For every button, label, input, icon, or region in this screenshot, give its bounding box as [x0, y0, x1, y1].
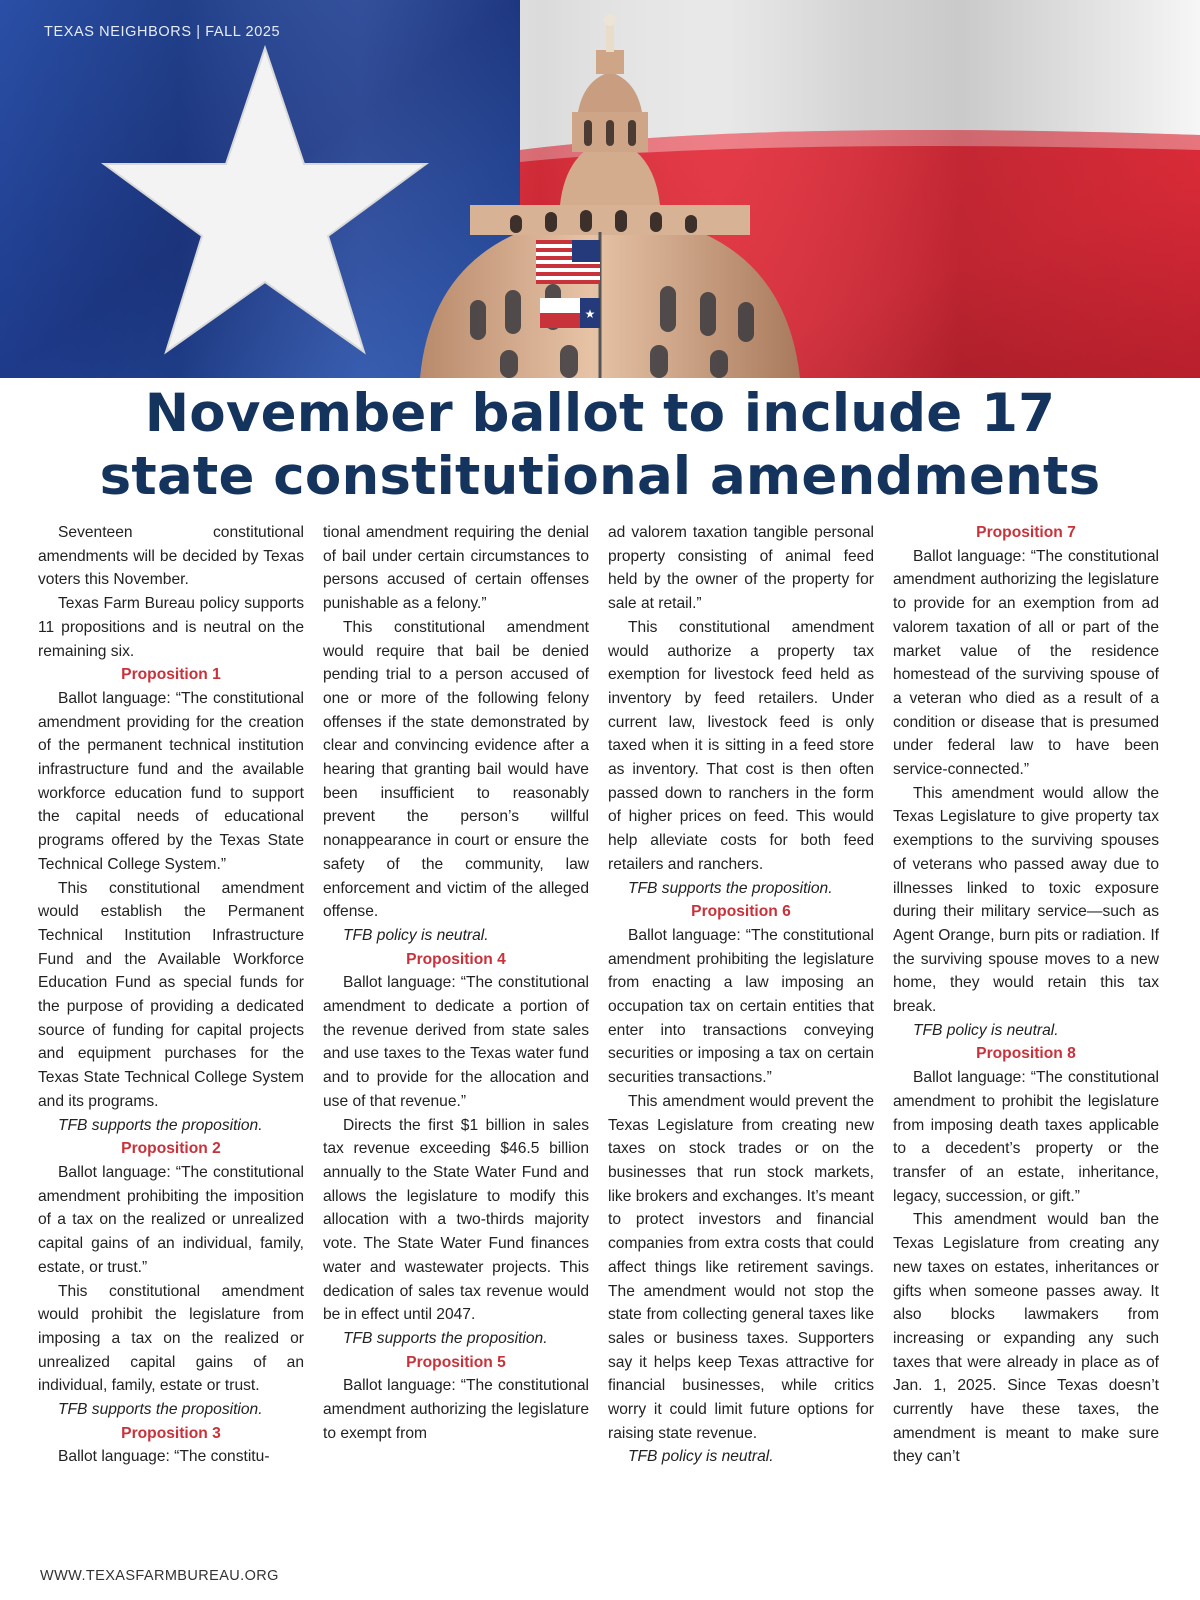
tfb-position: TFB supports the proposition. [628, 879, 833, 897]
footer-website-link[interactable]: WWW.TEXASFARMBUREAU.ORG [40, 1568, 279, 1584]
article-column-1 [38, 521, 304, 1469]
proposition-heading: Proposition 2 [121, 1140, 221, 1158]
tfb-position: TFB policy is neutral. [913, 1021, 1059, 1039]
proposition-heading: Proposition 7 [976, 524, 1076, 541]
issue-label: TEXAS NEIGHBORS | FALL 2025 [44, 24, 281, 40]
article-paragraph: This constitutional amendment would require that bail be denied pending trial to a person accused of one or more of the following felony offenses if the state demonstrated by clear and convincing evidence after a hearing that granting bail would have been insufficient to reasonably prevent the person’s willful nonappearance in court or ensure the safety of the community, law enforcement and victim of the alleged offense. [323, 618, 589, 921]
article-paragraph: Ballot language: “The constitutional amendment to dedicate a portion of the revenue derived from state sales and use taxes to the Texas water fund and to provide for the allocation and use of that revenue.” [323, 974, 589, 1110]
tfb-position: TFB policy is neutral. [628, 1448, 774, 1466]
tfb-position: TFB policy is neutral. [343, 926, 489, 944]
article-paragraph: Ballot language: “The constitutional amendment prohibiting the imposition of a tax on the realized or unrealized capital gains of an individual, family, estate, or trust.” [38, 1163, 304, 1276]
proposition-heading: Proposition 6 [691, 903, 791, 921]
article-paragraph: This amendment would ban the Texas Legislature from creating any new taxes on estates, inheritances or gifts when someone passes away. It also blocks lawmakers from increasing or expanding any such taxes that were already in place as of Jan. 1, 2025. Since Texas doesn’t currently have these taxes, the amendment is meant to make sure they can’t [893, 1211, 1159, 1466]
article-paragraph: Ballot language: “The constitutional amendment authorizing the legislature to provide for an exemption from ad valorem taxation of all or part of the market value of the residence homestead of the surviving spouse of a veteran who died as a result of a condition or disease that is presumed under federal law to have been service-connected.” [893, 547, 1159, 779]
article-column-4 [893, 521, 1159, 1469]
article-paragraph: Ballot language: “The constitutional amendment providing for the creation of the permanent technical institution infrastructure fund and the available workforce education fund to support the capital needs of educational programs offered by the Texas State Technical College System.” [38, 689, 304, 873]
article-paragraph: This constitutional amendment would establish the Permanent Technical Institution Infrastructure Fund and the Available Workforce Education Fund as special funds for the purpose of providing a dedicated source of funding for capital projects and equipment purchases for the Texas State Technical College System and its programs. [38, 879, 304, 1110]
article-paragraph: This amendment would prevent the Texas Legislature from creating new taxes on stock trades or on the businesses that run stock markets, like brokers and exchanges. It’s meant to protect investors and financial companies from extra costs that could affect things like retirement savings. The amendment would not stop the state from collecting general taxes like sales or business taxes. Supporters say it helps keep Texas attractive for financial businesses, while critics worry it could limit future options for raising state revenue. [608, 1092, 874, 1442]
article-paragraph: Ballot language: “The constitutional amendment authorizing the legislature to exempt from [323, 1377, 589, 1442]
proposition-heading: Proposition 8 [976, 1045, 1076, 1063]
article-paragraph: Seventeen constitutional amendments will be decided by Texas voters this November. [38, 524, 304, 589]
article-paragraph: This constitutional amendment would prohibit the legislature from imposing a tax on the realized or unrealized capital gains of an individual, family, estate or trust. [38, 1282, 304, 1395]
proposition-heading: Proposition 4 [406, 950, 506, 968]
article-paragraph: This constitutional amendment would authorize a property tax exemption for livestock feed held as inventory by feed retailers. Under current law, livestock feed is only taxed when it is sitting in a feed store as inventory. That cost is then often passed down to ranchers in the form of higher prices on feed. This would help alleviate costs for both feed retailers and ranchers. [608, 618, 874, 873]
proposition-heading: Proposition 5 [406, 1353, 506, 1371]
article-paragraph: Ballot language: “The constitutional amendment prohibiting the legislature from enacting a law imposing an occupation tax on certain entities that enter into transactions conveying securities or imposing a tax on certain securities transactions.” [608, 926, 874, 1087]
article-paragraph: This amendment would allow the Texas Legislature to give property tax exemptions to the surviving spouses of veterans who passed away due to illnesses linked to toxic exposure during their military service—such as Agent Orange, burn pits or radiation. If the surviving spouse moves to a new home, they would retain this tax break. [893, 784, 1159, 1016]
tfb-position: TFB supports the proposition. [58, 1401, 263, 1419]
article-column-3 [608, 521, 874, 1469]
proposition-heading: Proposition 3 [121, 1424, 221, 1442]
page-title [0, 382, 1200, 508]
article-paragraph: Ballot language: “The constitutional amendment to prohibit the legislature from imposing death taxes applicable to a decedent’s property or the transfer of an estate, inheritance, legacy, succession, or gift.” [893, 1069, 1159, 1205]
article-paragraph: Ballot language: “The constitu- [58, 1448, 270, 1466]
tfb-position: TFB supports the proposition. [343, 1329, 548, 1347]
hero-banner [0, 0, 1200, 378]
article-paragraph: tional amendment requiring the denial of bail under certain circumstances to persons accused of certain offenses punishable as a felony.” [323, 524, 589, 613]
page-title-line-2: state constitutional amendments [99, 446, 1101, 507]
article-column-2 [323, 521, 589, 1445]
article-paragraph: ad valorem taxation tangible personal property consisting of animal feed held by the owner of the property for sale at retail.” [608, 524, 874, 613]
proposition-heading: Proposition 1 [121, 666, 221, 684]
page-title-line-1: November ballot to include 17 [144, 383, 1056, 444]
article-paragraph: Texas Farm Bureau policy supports 11 propositions and is neutral on the remaining six. [38, 595, 304, 660]
svg-text:★: ★ [584, 307, 596, 321]
article-paragraph: Directs the first $1 billion in sales tax revenue exceeding $46.5 billion annually to the State Water Fund and allows the legislature to modify this allocation with a two-thirds majority vote. The State Water Fund finances water and wastewater projects. This dedication of sales tax revenue would be in effect until 2047. [323, 1116, 589, 1324]
texas-capitol-flag-image [0, 0, 1200, 378]
tfb-position: TFB supports the proposition. [58, 1116, 263, 1134]
